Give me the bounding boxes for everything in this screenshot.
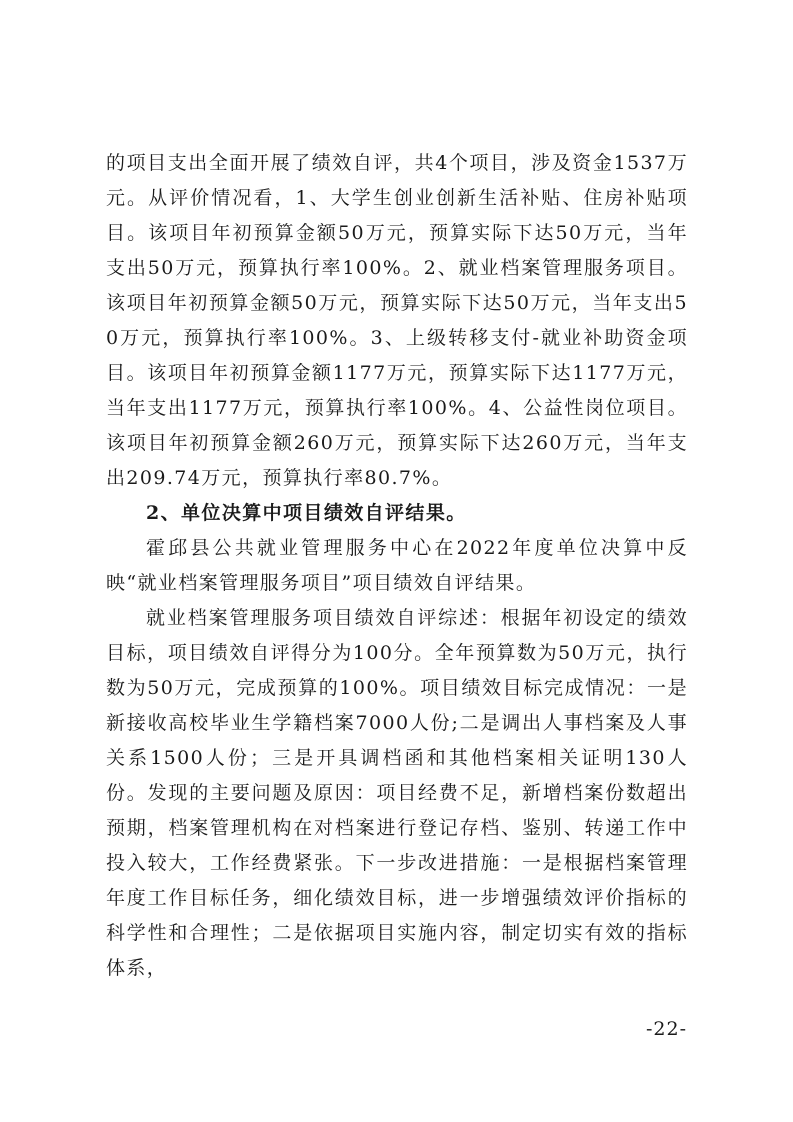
paragraph-result-intro: 霍邱县公共就业管理服务中心在2022年度单位决算中反映“就业档案管理服务项目”项目绩效自评结果。 [106,537,688,594]
document-body [106,146,688,986]
page-number: -22- [645,1018,687,1040]
paragraph-self-evaluation: 就业档案管理服务项目绩效自评综述：根据年初设定的绩效目标，项目绩效自评得分为100分。全年预算数为50万元，执行数为50万元，完成预算的100%。项目绩效目标完成情况：一是新接收高校毕业生学籍档案7000人份;二是调出人事档案及人事关系1500人份；三是开具调档函和其他档案相关证明130人份。发现的主要问题及原因：项目经费不足，新增档案份数超出预期，档案管理机构在对档案进行登记存档、鉴别、转递工作中投入较大，工作经费紧张。下一步改进措施：一是根据档案管理年度工作目标任务，细化绩效目标，进一步增强绩效评价指标的科学性和合理性；二是依据项目实施内容，制定切实有效的指标体系， [106,607,688,979]
section-heading: 2、单位决算中项目绩效自评结果。 [146,502,467,524]
paragraph-project-summary: 的项目支出全面开展了绩效自评，共4个项目，涉及资金1537万元。从评价情况看，1、大学生创业创新生活补贴、住房补贴项目。该项目年初预算金额50万元，预算实际下达50万元，当年支出50万元，预算执行率100%。2、就业档案管理服务项目。该项目年初预算金额50万元，预算实际下达50万元，当年支出50万元，预算执行率100%。3、上级转移支付-就业补助资金项目。该项目年初预算金额1177万元，预算实际下达1177万元，当年支出1177万元，预算执行率100%。4、公益性岗位项目。该项目年初预算金额260万元，预算实际下达260万元，当年支出209.74万元，预算执行率80.7%。 [106,152,688,489]
